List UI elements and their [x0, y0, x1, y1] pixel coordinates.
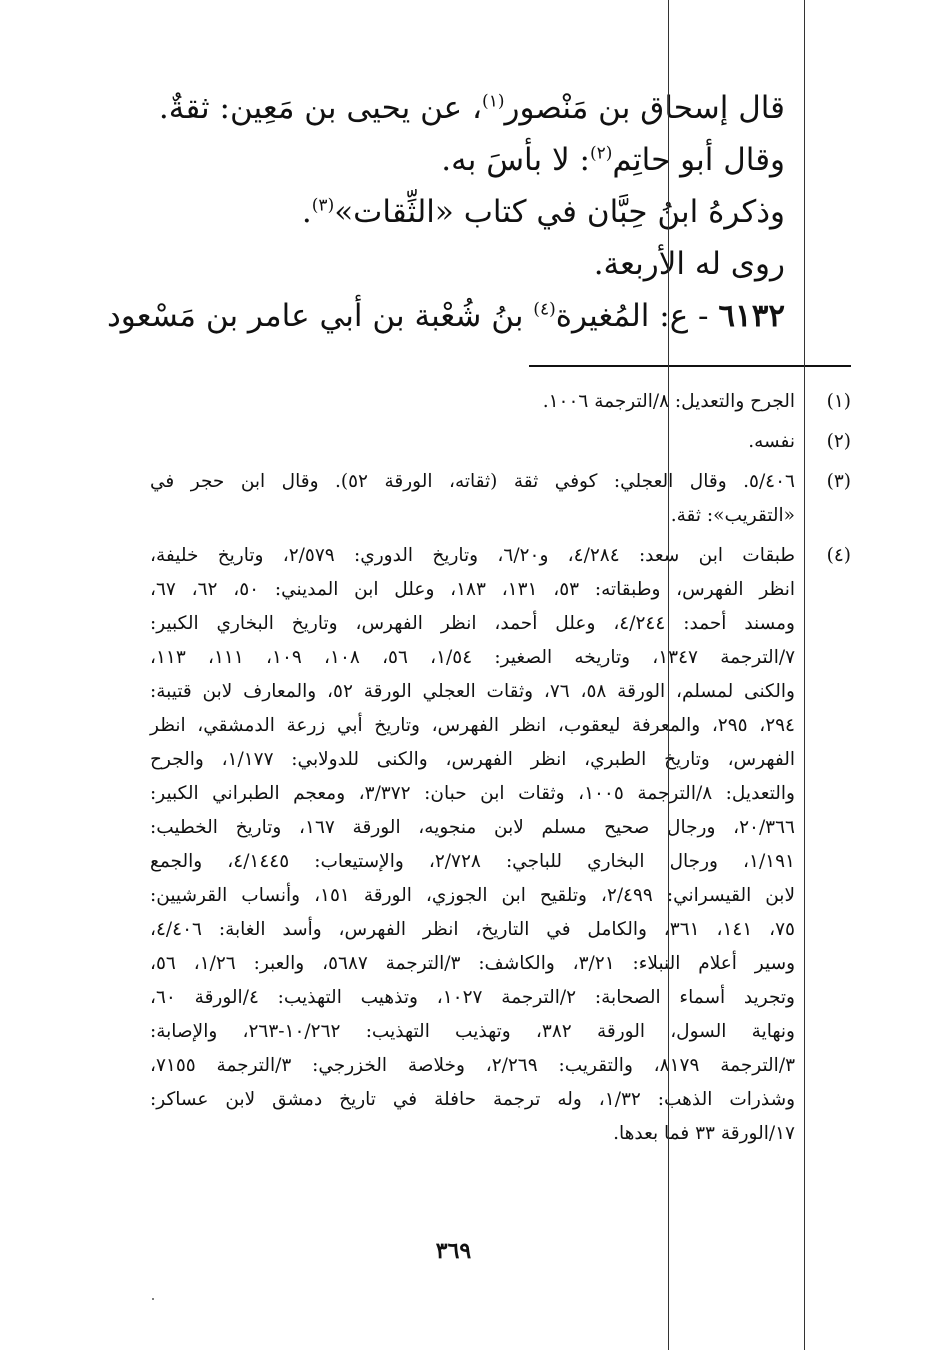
footnote-line: الفهرس، وتاريخ الطبري، انظر الفهرس، والكنى للدولابي: ١/١٧٧، والجرح [150, 749, 796, 770]
footnote-number: (٢) [826, 431, 851, 452]
footnote-line: ١/١٩١، ورجال البخاري للباجي: ٢/٧٢٨، والإستيعاب: ٤/١٤٤٥، والجمع [150, 851, 795, 872]
entry-heading [106, 290, 785, 342]
entry-number: ٦١٣٢ [718, 298, 785, 334]
main-line: روى له الأربعة. [593, 246, 785, 282]
footnote-line: ٥/٤٠٦. وقال العجلي: كوفي ثقة (ثقاته، الورقة ٥٢). وقال ابن حجر في [150, 471, 795, 492]
main-line: وذكرهُ ابنُ حِبَّان في كتاب «الثِّقات»$^{(٣)}$. [301, 194, 785, 230]
main-line: قال إسحاق بن مَنْصور$^{(١)}$، عن يحيى بن مَعِين: ثقةٌ. [158, 90, 785, 126]
footnote-line: وسير أعلام النبلاء: ٣/٢١، والكاشف: ٣/الترجمة ٥٦٨٧، والعبر: ١/٢٦، ٥٦، [150, 953, 796, 974]
main-text [106, 82, 785, 342]
footnote-marker: (٣) [311, 195, 335, 216]
footnote-2 [150, 425, 851, 459]
footnote-3 [150, 465, 851, 533]
footnote-line: «التقريب»: ثقة. [670, 505, 795, 526]
footnote-line: ٢٠/٣٦٦، ورجال صحيح مسلم لابن منجويه، الورقة ١٦٧، وتاريخ الخطيب: [150, 817, 795, 838]
footnote-line: ونهاية السول، الورقة ٣٨٢، وتهذيب التهذيب: ١٠/٢٦٢-٢٦٣، والإصابة: [150, 1021, 795, 1042]
footnote-marker: (٤) [533, 299, 556, 320]
footnote-number: (١) [826, 391, 851, 412]
footnote-number: (٣) [826, 471, 851, 492]
footnote-line: وشذرات الذهب: ١/٣٢، وله ترجمة حافلة في تاريخ دمشق لابن عساكر: [150, 1089, 796, 1110]
scan-line-right [804, 0, 805, 1350]
footnote-line: انظر الفهرس، وطبقاته: ٥٣، ١٣١، ١٨٣، وعلل ابن المديني: ٥٠، ٦٢، ٦٧، [150, 579, 795, 600]
footnotes [150, 385, 851, 1151]
footnote-marker: (١) [482, 91, 505, 112]
footnote-line: وتجريد أسماء الصحابة: ٢/الترجمة ١٠٢٧، وتذهيب التهذيب: ٤/الورقة ٦٠، [150, 987, 795, 1008]
page-number: ٣٦٩ [435, 1238, 472, 1264]
footnote-line: ٧/الترجمة ١٣٤٧، وتاريخه الصغير: ١/٥٤، ٥٦، ١٠٨، ١٠٩، ١١١، ١١٣، [150, 647, 796, 668]
main-line: وقال أبو حاتِم$^{(٢)}$: لا بأسَ به. [441, 142, 785, 178]
footnote-line: لابن القيسراني: ٢/٤٩٩، وتلقيح ابن الجوزي، الورقة ١٥١، وأنساب القرشيين: [150, 885, 795, 906]
footnote-separator [529, 365, 851, 367]
footnote-line: ٣/الترجمة ٨١٧٩، والتقريب: ٢/٢٦٩، وخلاصة الخزرجي: ٣/الترجمة ٧١٥٥، [150, 1055, 795, 1076]
footnote-line: ومسند أحمد: ٤/٢٤٤، وعلل أحمد، انظر الفهرس، وتاريخ البخاري الكبير: [150, 613, 795, 634]
footnote-line: والتعديل: ٨/الترجمة ١٠٠٥، وثقات ابن حبان: ٣/٣٧٢، ومعجم الطبراني الكبير: [150, 783, 795, 804]
footnote-line: ٢٩٤، ٢٩٥، والمعرفة ليعقوب، انظر الفهرس، وتاريخ أبي زرعة الدمشقي، انظر [150, 715, 795, 736]
footnote-number: (٤) [826, 545, 851, 566]
footnote-1 [150, 385, 851, 419]
footnote-line: نفسه. [748, 431, 795, 452]
footnote-line: ٧٥، ١٤١، ٣٦١، والكامل في التاريخ، انظر الفهرس، وأسد الغابة: ٤/٤٠٦، [150, 919, 795, 940]
entry-title: - ع: المُغيرة$^{(٤)}$ بنُ شُعْبة بن أبي عامر بن مَسْعود [106, 298, 709, 334]
footnote-marker: (٢) [589, 143, 613, 164]
footnote-line: طبقات ابن سعد: ٤/٢٨٤، و٦/٢٠، وتاريخ الدوري: ٢/٥٧٩، وتاريخ خليفة، [150, 545, 795, 566]
footnote-line: ١٧/الورقة ٣٣ فما بعدها. [613, 1123, 795, 1144]
footnote-line: الجرح والتعديل: ٨/الترجمة ١٠٠٦. [542, 391, 795, 412]
footnote-line: والكنى لمسلم، الورقة ٥٨، ٧٦، وثقات العجلي الورقة ٥٢، والمعارف لابن قتيبة: [150, 681, 795, 702]
scan-speck [152, 1298, 154, 1300]
footnote-4 [150, 539, 851, 1151]
scan-line-left [668, 0, 669, 1350]
